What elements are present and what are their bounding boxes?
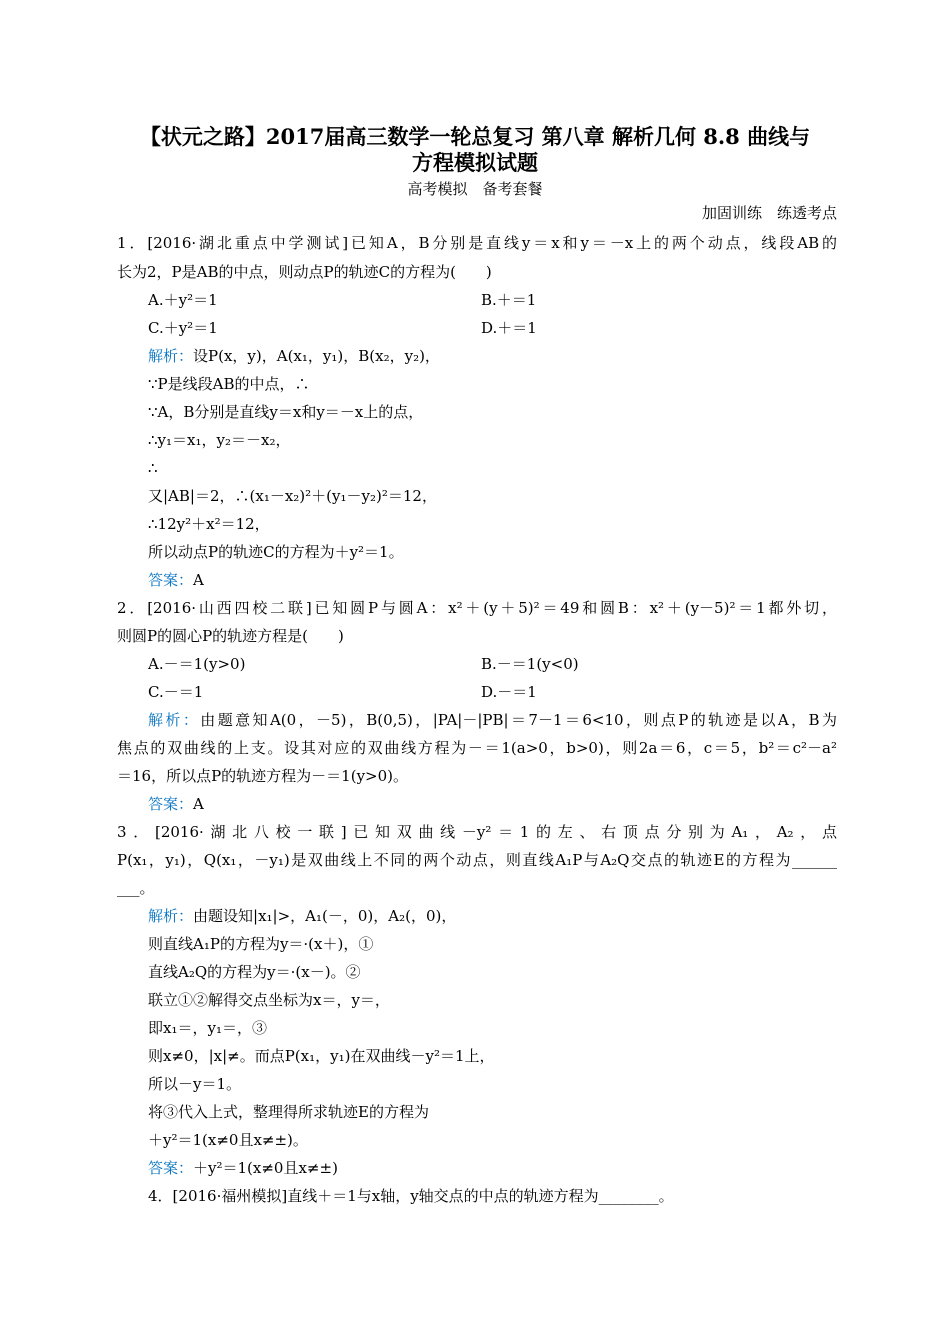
q1-answer-label: 答案： [148, 571, 194, 589]
q3-answer-value: ＋y²＝1(x≠0且x≠±) [193, 1159, 338, 1177]
q1-option-d: D.＋＝1 [481, 319, 537, 337]
q3-solution-line-4: 联立①②解得交点坐标为x＝，y＝， [148, 991, 390, 1009]
q1-option-b: B.＋＝1 [481, 291, 537, 309]
q2-solution-line-1 [148, 710, 837, 730]
q3-solution-text-1: 由题设知|x₁|>，A₁(－，0)，A₂(，0)， [193, 907, 457, 925]
subtitle: 高考模拟 备考套餐 [407, 180, 543, 198]
q2-stem-line-1: 2．[2016·山西四校二联]已知圆P与圆A：x²＋(y＋5)²＝49和圆B：x²＋(y－5)²＝1都外切， [117, 599, 837, 617]
q1-option-c: C.＋y²＝1 [148, 319, 218, 337]
title-line-2: 方程模拟试题 [412, 150, 538, 175]
q1-option-a: A.＋y²＝1 [148, 291, 218, 309]
q1-solution-line-5: ∴ [148, 459, 158, 477]
q1-solution-line-6: 又|AB|＝2，∴(x₁－x₂)²＋(y₁－y₂)²＝12， [148, 487, 437, 505]
q3-stem-line-2: P(x₁，y₁)，Q(x₁，－y₁)是双曲线上不同的两个动点，则直线A₁P与A₂Q交点的轨迹E的方程为______ [117, 851, 837, 869]
q4-stem-line-1: 4．[2016·福州模拟]直线＋＝1与x轴，y轴交点的中点的轨迹方程为________。 [148, 1187, 674, 1205]
q3-stem-line-3: ___。 [117, 879, 155, 897]
q3-solution-line-7: 所以－y＝1。 [148, 1075, 242, 1093]
q2-solution-text-1: 由题意知A(0，－5)，B(0,5)，|PA|－|PB|＝7－1＝6<10，则点P的轨迹是以A，B为 [200, 711, 837, 729]
q1-solution-line-8: 所以动点P的轨迹C的方程为＋y²＝1。 [148, 543, 404, 561]
q2-option-a: A.－＝1(y>0) [148, 655, 246, 673]
q1-solution-line-7: ∴12y²＋x²＝12， [148, 515, 270, 533]
q3-solution-line-2: 则直线A₁P的方程为y＝·(x＋)，① [148, 935, 374, 953]
q3-solution-line-9: ＋y²＝1(x≠0且x≠±)。 [148, 1131, 308, 1149]
q3-answer [148, 1158, 338, 1178]
q2-option-d: D.－＝1 [481, 683, 537, 701]
q2-stem-line-2: 则圆P的圆心P的轨迹方程是( ) [117, 627, 344, 645]
q1-answer [148, 570, 204, 590]
q3-solution-line-5: 即x₁＝，y₁＝，③ [148, 1019, 267, 1037]
q3-solution-line-6: 则x≠0，|x|≠。而点P(x₁，y₁)在双曲线－y²＝1上， [148, 1047, 495, 1065]
q3-answer-label: 答案： [148, 1159, 194, 1177]
q2-solution-line-2: 焦点的双曲线的上支。设其对应的双曲线方程为－＝1(a>0，b>0)，则2a＝6，c＝5，b²＝c²－a² [117, 739, 837, 757]
q2-solution-label: 解析： [148, 711, 201, 729]
q1-solution-line-1 [148, 346, 440, 366]
q3-stem-line-1: 3．[2016·湖北八校一联]已知双曲线－y²＝1的左、右顶点分别为A₁，A₂，点 [117, 823, 837, 841]
q1-solution-line-3: ∵A，B分别是直线y＝x和y＝－x上的点， [148, 403, 424, 421]
q1-solution-text-1: 设P(x，y)，A(x₁，y₁)，B(x₂，y₂)， [193, 347, 440, 365]
q2-option-c: C.－＝1 [148, 683, 204, 701]
q3-solution-line-8: 将③代入上式，整理得所求轨迹E的方程为 [148, 1103, 429, 1121]
q2-option-b: B.－＝1(y<0) [481, 655, 579, 673]
q1-solution-label: 解析： [148, 347, 194, 365]
section-label: 加固训练 练透考点 [701, 204, 837, 222]
q3-solution-label: 解析： [148, 907, 194, 925]
q3-solution-line-3: 直线A₂Q的方程为y＝·(x－)。② [148, 963, 361, 981]
title-line-1: 【状元之路】2017届高三数学一轮总复习 第八章 解析几何 8.8 曲线与 [139, 124, 811, 149]
q1-stem-line-2: 长为2，P是AB的中点，则动点P的轨迹C的方程为( ) [117, 263, 492, 281]
q1-solution-line-4: ∴y₁＝x₁，y₂＝－x₂， [148, 431, 291, 449]
q2-answer-label: 答案： [148, 795, 194, 813]
q1-solution-line-2: ∵P是线段AB的中点，∴ [148, 375, 310, 393]
q2-answer [148, 794, 204, 814]
q2-solution-line-3: ＝16，所以点P的轨迹方程为－＝1(y>0)。 [117, 767, 409, 785]
q1-answer-value: A [193, 571, 204, 589]
q3-solution-line-1 [148, 906, 456, 926]
q2-answer-value: A [193, 795, 204, 813]
q1-stem-line-1: 1．[2016·湖北重点中学测试]已知A，B分别是直线y＝x和y＝－x上的两个动点，线段AB的 [117, 234, 837, 252]
